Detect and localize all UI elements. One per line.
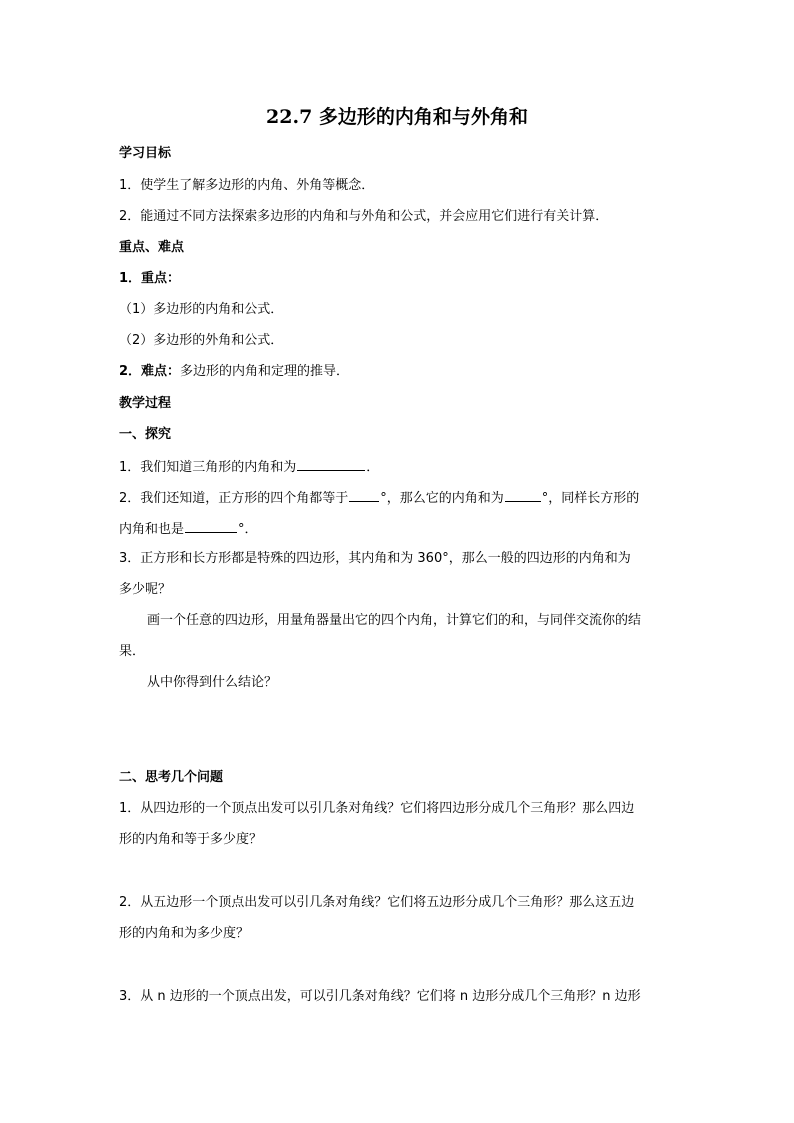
conclusion-question: 从中你得到什么结论？	[147, 675, 278, 690]
q1-text: 1．我们知道三角形的内角和为	[119, 460, 297, 475]
focus-label: 1．重点：	[119, 271, 181, 286]
think-question-1: 1．从四边形的一个顶点出发可以引几条对角线？它们将四边形分成几个三角形？那么四边	[119, 801, 635, 816]
q2-part-d: 内角和也是	[119, 522, 185, 537]
q2-part-e: °．	[238, 522, 258, 537]
explore-question-3: 3．正方形和长方形都是特殊的四边形，其内角和为 360°，那么一般的四边形的内角和为	[119, 551, 631, 566]
activity-paragraph: 画一个任意的四边形，用量角器量出它的四个内角，计算它们的和，与同伴交流你的结	[147, 613, 642, 628]
explore-heading: 一、探究	[119, 427, 172, 442]
think-question-1-cont: 形的内角和等于多少度？	[119, 832, 263, 847]
q2-part-b: °，那么它的内角和为	[380, 491, 504, 506]
objectives-heading: 学习目标	[119, 146, 172, 161]
difficulty-label: 2．难点：	[119, 364, 181, 379]
q1-end: ．	[366, 460, 380, 475]
think-question-3: 3．从 n 边形的一个顶点出发，可以引几条对角线？它们将 n 边形分成几个三角形？n 边形	[119, 989, 641, 1004]
think-question-2: 2．从五边形一个顶点出发可以引几条对角线？它们将五边形分成几个三角形？那么这五边	[119, 895, 635, 910]
focus-item-1: （1）多边形的内角和公式．	[119, 302, 284, 317]
objective-item-2: 2．能通过不同方法探索多边形的内角和与外角和公式，并会应用它们进行有关计算．	[119, 209, 609, 224]
difficulty-text: 多边形的内角和定理的推导．	[180, 364, 350, 379]
think-heading: 二、思考几个问题	[119, 770, 224, 785]
explore-question-2-cont	[119, 518, 258, 540]
explore-question-3-cont: 多少呢？	[119, 582, 172, 597]
answer-blank	[297, 456, 365, 471]
process-heading: 教学过程	[119, 396, 172, 411]
think-question-2-cont: 形的内角和为多少度？	[119, 926, 250, 941]
activity-paragraph-cont: 果．	[119, 644, 146, 659]
focus-item-2: （2）多边形的外角和公式．	[119, 333, 284, 348]
answer-blank	[185, 518, 237, 533]
q2-part-a: 2．我们还知道，正方形的四个角都等于	[119, 491, 349, 506]
page-title: 22.7 多边形的内角和与外角和	[266, 106, 528, 128]
explore-question-1	[119, 456, 379, 478]
explore-question-2	[119, 487, 639, 509]
q2-part-c: °，同样长方形的	[541, 491, 640, 506]
objective-item-1: 1．使学生了解多边形的内角、外角等概念．	[119, 178, 375, 193]
answer-blank	[349, 487, 379, 502]
answer-blank	[505, 487, 541, 502]
key-points-heading: 重点、难点	[119, 240, 185, 255]
difficulty-line	[119, 362, 349, 382]
